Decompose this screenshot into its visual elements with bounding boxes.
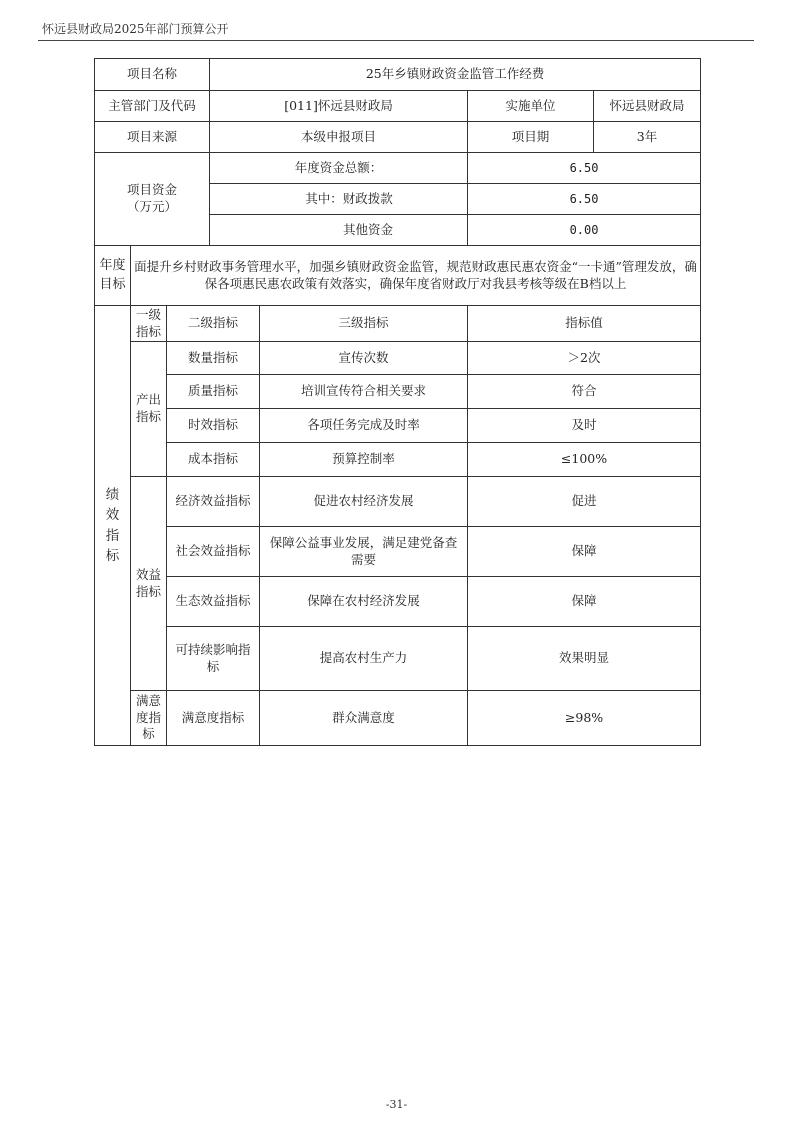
department-value: [011]怀远县财政局 xyxy=(210,91,468,122)
level3-cell: 群众满意度 xyxy=(260,691,468,746)
indicator-value-cell: ＞2次 xyxy=(468,342,701,375)
indicator-value-cell: 促进 xyxy=(468,477,701,527)
level3-header: 三级指标 xyxy=(260,306,468,342)
level2-cell: 时效指标 xyxy=(167,409,260,443)
benefit-indicator-label-text: 效益指标 xyxy=(135,566,161,599)
row-source xyxy=(95,122,701,153)
annual-goal-text: 面提升乡村财政事务管理水平，加强乡镇财政资金监管，规范财政惠民惠农资金“一卡通”管理发放，确保各项惠民惠农政策有效落实，确保年度省财政厅对我县考核等级在B档以上 xyxy=(131,246,701,306)
indicator-value-cell: ≥98% xyxy=(468,691,701,746)
level3-cell: 各项任务完成及时率 xyxy=(260,409,468,443)
project-funds-label xyxy=(95,153,210,246)
table-row xyxy=(95,342,701,375)
annual-funds-total-label: 年度资金总额： xyxy=(210,153,468,184)
output-indicator-label-text: 产出指标 xyxy=(135,392,161,424)
table-row xyxy=(95,577,701,627)
project-period-value: 3年 xyxy=(594,122,701,153)
table-row xyxy=(95,627,701,691)
table-row xyxy=(95,375,701,409)
level3-cell: 预算控制率 xyxy=(260,443,468,477)
implementing-unit-value: 怀远县财政局 xyxy=(594,91,701,122)
indicator-value-cell: 效果明显 xyxy=(468,627,701,691)
performance-indicator-label xyxy=(95,306,131,746)
level2-header: 二级指标 xyxy=(167,306,260,342)
project-funds-label-line1: 项目资金 xyxy=(127,182,178,198)
table-row xyxy=(95,691,701,746)
level2-cell: 社会效益指标 xyxy=(167,527,260,577)
performance-indicator-label-text: 绩效指标 xyxy=(105,487,120,564)
document-header-title: 怀远县财政局2025年部门预算公开 xyxy=(42,22,229,36)
table-row xyxy=(95,527,701,577)
level3-cell: 提高农村生产力 xyxy=(260,627,468,691)
level3-cell: 培训宣传符合相关要求 xyxy=(260,375,468,409)
project-performance-table xyxy=(94,58,701,746)
level2-cell: 成本指标 xyxy=(167,443,260,477)
row-funds-total xyxy=(95,153,701,184)
satisfaction-indicator-label xyxy=(131,691,167,746)
indicator-value-cell: 及时 xyxy=(468,409,701,443)
row-annual-goal xyxy=(95,246,701,306)
indicator-value-cell: 保障 xyxy=(468,577,701,627)
project-source-value: 本级申报项目 xyxy=(210,122,468,153)
level3-cell: 促进农村经济发展 xyxy=(260,477,468,527)
level2-cell: 可持续影响指标 xyxy=(167,627,260,691)
table-row xyxy=(95,409,701,443)
annual-goal-label: 年度目标 xyxy=(95,246,131,306)
department-label: 主管部门及代码 xyxy=(95,91,210,122)
row-indicator-header xyxy=(95,306,701,342)
project-name-label: 项目名称 xyxy=(95,59,210,91)
fiscal-appropriation-value: 6.50 xyxy=(468,184,701,215)
project-period-label: 项目期 xyxy=(468,122,594,153)
page-number: -31- xyxy=(385,1098,408,1111)
level2-cell: 满意度指标 xyxy=(167,691,260,746)
level3-cell: 保障公益事业发展，满足建党备查需要 xyxy=(260,527,468,577)
satisfaction-indicator-label-text: 满意度指标 xyxy=(135,692,161,742)
output-indicator-label xyxy=(131,342,167,477)
annual-funds-total-value: 6.50 xyxy=(468,153,701,184)
indicator-value-header: 指标值 xyxy=(468,306,701,342)
level2-cell: 质量指标 xyxy=(167,375,260,409)
project-source-label: 项目来源 xyxy=(95,122,210,153)
level2-cell: 生态效益指标 xyxy=(167,577,260,627)
level3-cell: 保障在农村经济发展 xyxy=(260,577,468,627)
level2-cell: 数量指标 xyxy=(167,342,260,375)
other-funds-label: 其他资金 xyxy=(210,215,468,246)
row-department xyxy=(95,91,701,122)
table-row xyxy=(95,443,701,477)
indicator-value-cell: 保障 xyxy=(468,527,701,577)
other-funds-value: 0.00 xyxy=(468,215,701,246)
project-funds-label-line2: （万元） xyxy=(127,199,178,214)
fiscal-appropriation-label: 其中：财政拨款 xyxy=(210,184,468,215)
indicator-value-cell: ≤100% xyxy=(468,443,701,477)
implementing-unit-label: 实施单位 xyxy=(468,91,594,122)
benefit-indicator-label xyxy=(131,477,167,691)
level2-cell: 经济效益指标 xyxy=(167,477,260,527)
level1-header: 一级指标 xyxy=(131,306,167,342)
indicator-value-cell: 符合 xyxy=(468,375,701,409)
row-project-name xyxy=(95,59,701,91)
header-divider xyxy=(38,40,754,41)
level3-cell: 宣传次数 xyxy=(260,342,468,375)
table-row xyxy=(95,477,701,527)
project-name-value: 25年乡镇财政资金监管工作经费 xyxy=(210,59,701,91)
